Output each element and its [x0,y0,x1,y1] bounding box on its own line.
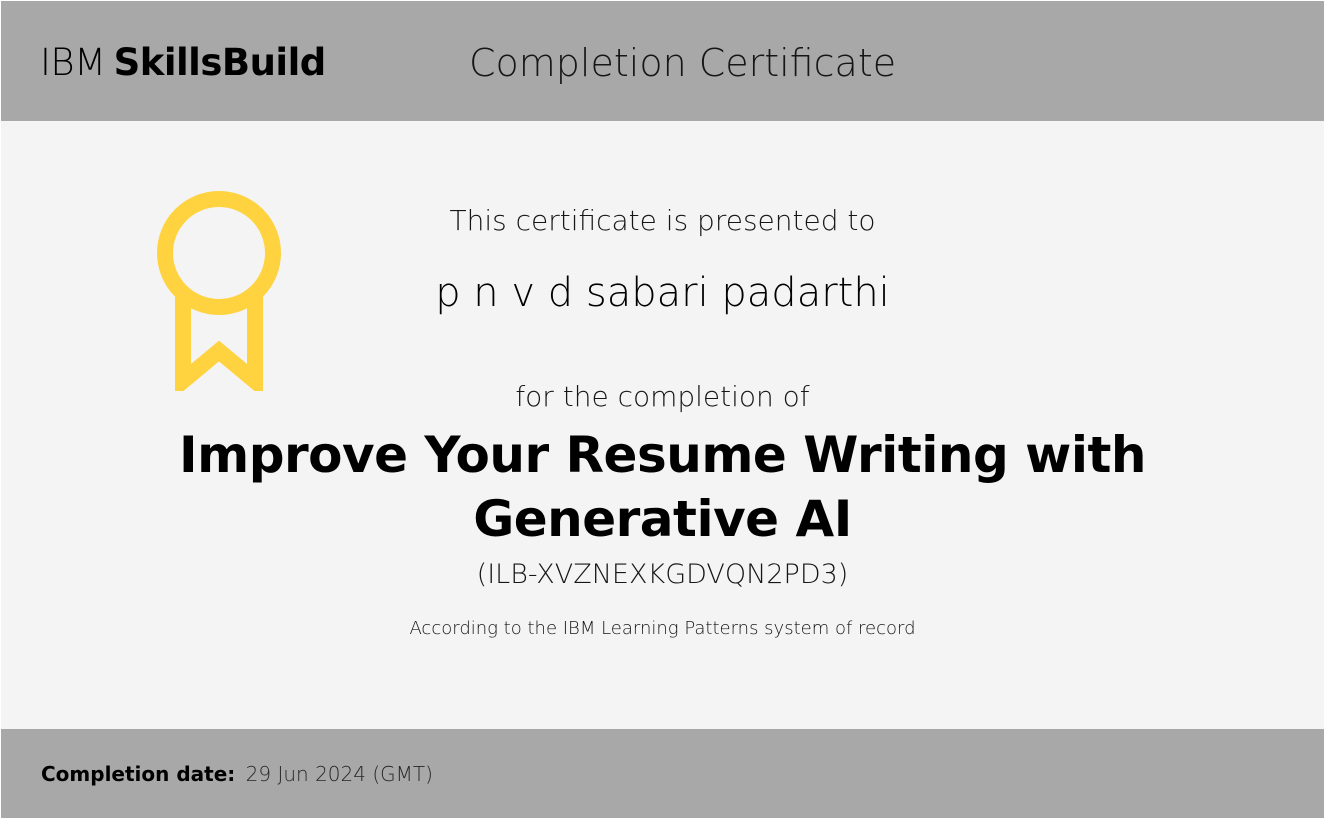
brand-name: SkillsBuild [113,41,326,84]
completion-date-label: Completion date: [41,762,236,786]
course-id: (ILB-XVZNEXKGDVQN2PD3) [476,559,849,590]
brand-prefix: IBM [40,41,106,84]
presented-to-text: This certificate is presented to [449,204,876,237]
completion-date-value: 29 Jun 2024 (GMT) [245,762,433,786]
completion-of-text: for the completion of [515,380,810,413]
record-note: According to the IBM Learning Patterns system of record [409,618,916,639]
course-title: Improve Your Resume Writing with Generative AI [179,426,1146,548]
completion-date [41,761,433,787]
recipient-name: p n v d sabari padarthi [435,270,890,316]
brand-logo [40,39,326,87]
certificate-content [1,121,1324,729]
header-title: Completion Certificate [469,41,897,85]
certificate-page [1,1,1324,818]
footer-bar [1,729,1324,818]
header-bar [1,1,1324,121]
